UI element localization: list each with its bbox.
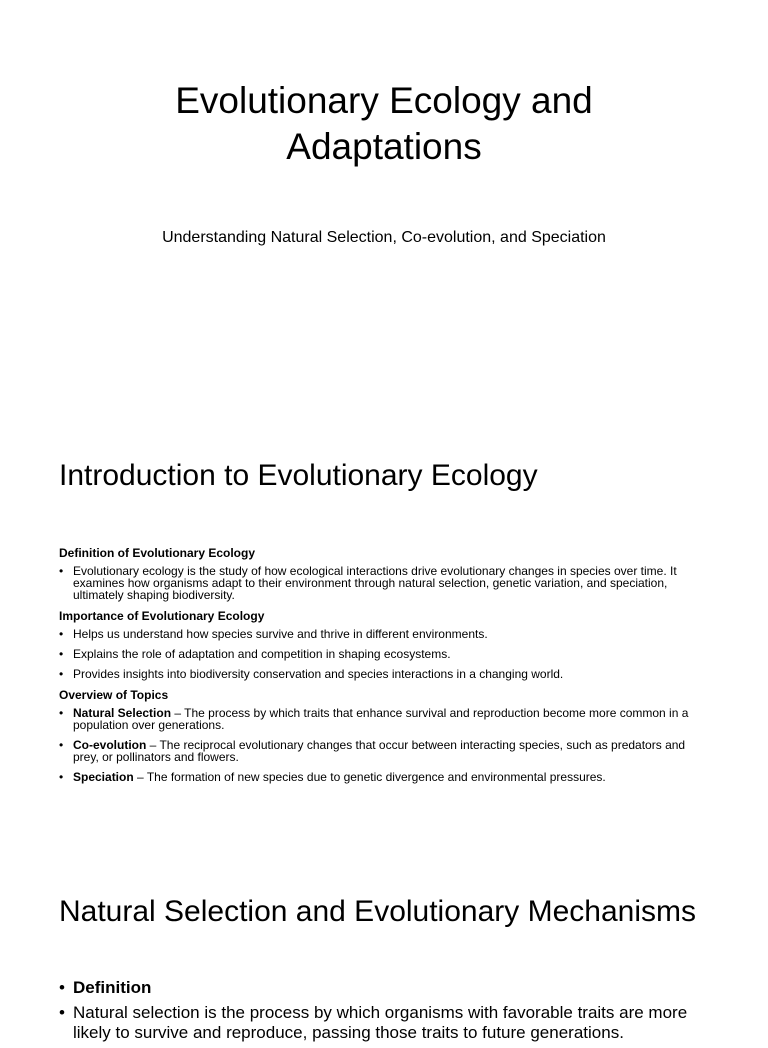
slide-content (59, 978, 719, 1048)
importance-heading: Importance of Evolutionary Ecology (59, 609, 265, 623)
bullet-icon: • (59, 738, 64, 752)
bullet-icon: • (59, 627, 64, 641)
list-item (59, 771, 709, 783)
slide-content (59, 546, 709, 791)
overview-list (59, 707, 709, 783)
bullet-icon: • (59, 706, 64, 720)
overview-heading: Overview of Topics (59, 688, 169, 702)
list-item (59, 707, 709, 731)
term-label: Co-evolution (73, 738, 147, 752)
title-line-2: Adaptations (286, 126, 482, 167)
natural-selection-list (59, 978, 719, 1043)
importance-list (59, 628, 709, 680)
list-item (59, 628, 709, 640)
list-item (59, 1003, 719, 1043)
term-description: Natural selection is the process by which organisms with favorable traits are more likely to survive and reproduce, passing those traits to future generations. (73, 1003, 688, 1042)
slide-title: Introduction to Evolutionary Ecology (59, 459, 538, 492)
term-description: – The formation of new species due to genetic divergence and environmental pressures. (133, 770, 606, 784)
bullet-text: Explains the role of adaptation and competition in shaping ecosystems. (73, 647, 451, 661)
bullet-icon: • (59, 1003, 65, 1022)
list-item (59, 648, 709, 660)
introduction-slide (0, 420, 768, 840)
list-item (59, 668, 709, 680)
term-label: Definition (73, 978, 152, 997)
bullet-icon: • (59, 667, 64, 681)
bullet-text: Evolutionary ecology is the study of how ecological interactions drive evolutionary changes in species over time. It examines how organisms adapt to their environment through natural selection, genetic variation, and speciation, ultimately shaping biodiversity. (73, 564, 677, 602)
bullet-icon: • (59, 770, 64, 784)
term-description: – The process by which traits that enhance survival and reproduction become more common in a population over generations. (73, 706, 689, 732)
term-label: Natural Selection (73, 706, 172, 720)
definition-heading: Definition of Evolutionary Ecology (59, 546, 256, 560)
bullet-icon: • (59, 978, 65, 997)
presentation-title (0, 78, 768, 170)
slide-title: Natural Selection and Evolutionary Mechanisms (59, 895, 696, 928)
title-line-1: Evolutionary Ecology and (175, 80, 593, 121)
term-label: Speciation (73, 770, 134, 784)
title-slide (0, 0, 768, 420)
bullet-icon: • (59, 647, 64, 661)
definition-list (59, 565, 709, 601)
natural-selection-slide (0, 840, 768, 1042)
list-item (59, 739, 709, 763)
bullet-text: Helps us understand how species survive and thrive in different environments. (73, 627, 488, 641)
presentation-subtitle: Understanding Natural Selection, Co-evolution, and Speciation (162, 229, 606, 246)
list-item (59, 565, 709, 601)
bullet-icon: • (59, 564, 64, 578)
list-item (59, 978, 719, 998)
bullet-text: Provides insights into biodiversity conservation and species interactions in a changing world. (73, 667, 564, 681)
term-description: – The reciprocal evolutionary changes that occur between interacting species, such as predators and prey, or pollinators and flowers. (73, 738, 686, 764)
